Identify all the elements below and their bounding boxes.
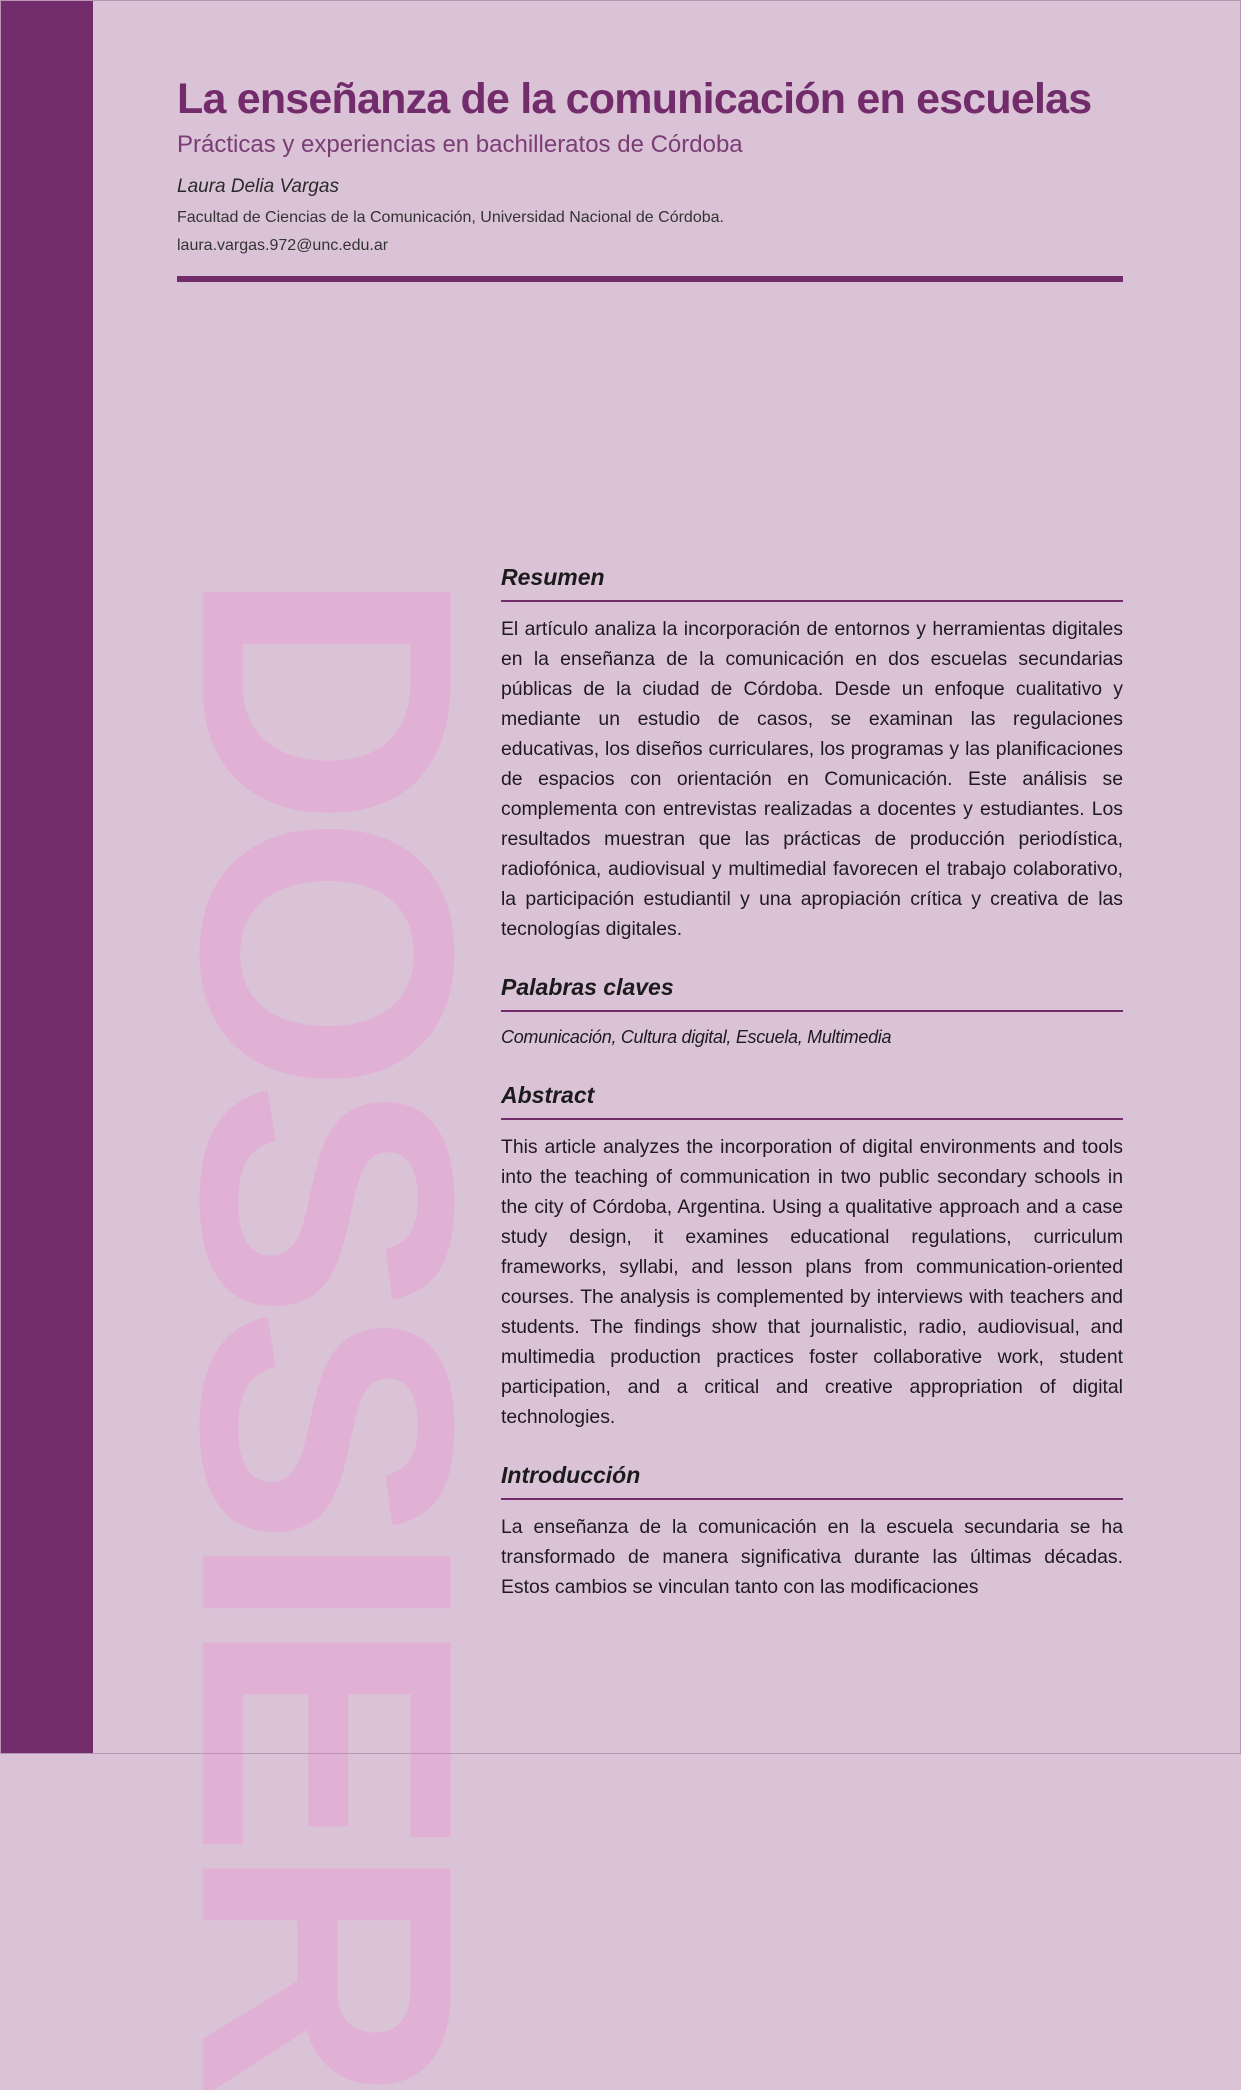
- section-introduccion: [501, 1458, 1123, 1602]
- dossier-watermark-text: DOSSIER: [126, 568, 528, 2090]
- article-body: [501, 560, 1123, 1628]
- dossier-watermark: [126, 568, 528, 2090]
- section-abstract: [501, 1078, 1123, 1432]
- article-subtitle: Prácticas y experiencias en bachilleratos de Córdoba: [177, 131, 743, 158]
- article-header: [177, 70, 1123, 260]
- author-affiliation: Facultad de Ciencias de la Comunicación, Universidad Nacional de Córdoba.: [177, 209, 724, 226]
- header-divider: [177, 276, 1123, 282]
- author-name: Laura Delia Vargas: [177, 176, 339, 197]
- keywords-list: Comunicación, Cultura digital, Escuela, Multimedia: [501, 1027, 892, 1047]
- article-title: La enseñanza de la comunicación en escuelas: [177, 75, 1092, 123]
- section-resumen: [501, 560, 1123, 944]
- introduccion-text: La enseñanza de la comunicación en la escuela secundaria se ha transformado de manera significativa durante las últimas décadas. Estos cambios se vinculan tanto con las modificaciones: [501, 1516, 1123, 1598]
- section-keywords: [501, 970, 1123, 1052]
- resumen-text: El artículo analiza la incorporación de entornos y herramientas digitales en la enseñanza de la comunicación en dos escuelas secundarias públicas de la ciudad de Córdoba. Desde un enfoque cualitativo y mediante un estudio de casos, se examinan las regulaciones educativas, los diseños curriculares, los programas y las planificaciones de espacios con orientación en Comunicación. Este análisis se complementa con entrevistas realizadas a docentes y estudiantes. Los resultados muestran que las prácticas de producción periodística, radiofónica, audiovisual y multimedial favorecen el trabajo colaborativo, la participación estudiantil y una apropiación crítica y creativa de las tecnologías digitales.: [501, 618, 1123, 940]
- left-color-band: [0, 0, 93, 1754]
- abstract-text: This article analyzes the incorporation of digital environments and tools into the teaching of communication in two public secondary schools in the city of Córdoba, Argentina. Using a qualitative approach and a case study design, it examines educational regulations, curriculum frameworks, syllabi, and lesson plans from communication-oriented courses. The analysis is complemented by interviews with teachers and students. The findings show that journalistic, radio, audiovisual, and multimedia production practices foster collaborative work, student participation, and a critical and creative appropriation of digital technologies.: [501, 1136, 1123, 1428]
- author-email[interactable]: laura.vargas.972@unc.edu.ar: [177, 237, 389, 254]
- section-heading-introduccion: Introducción: [501, 1458, 1123, 1500]
- section-heading-keywords: Palabras claves: [501, 970, 1123, 1012]
- section-heading-resumen: Resumen: [501, 560, 1123, 602]
- section-heading-abstract: Abstract: [501, 1078, 1123, 1120]
